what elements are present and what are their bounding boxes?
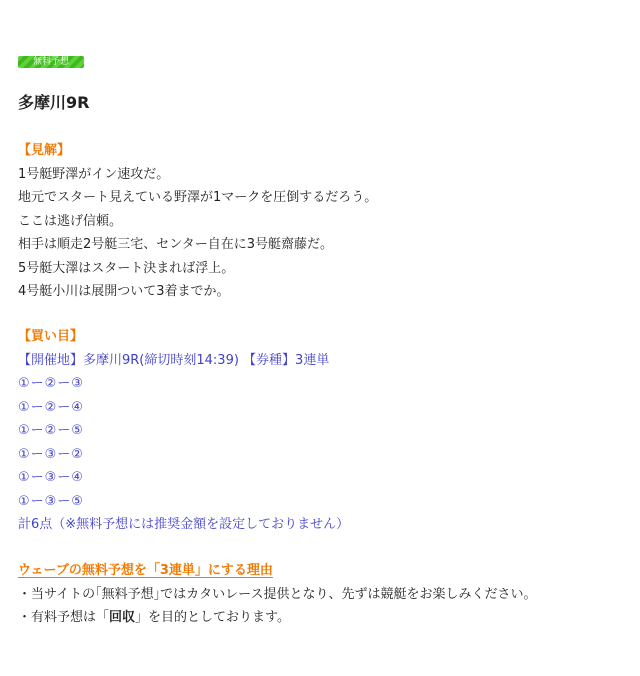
bet-combination: ①ー②ー③: [18, 376, 84, 391]
opinion-line: 1号艇野澤がイン速攻だ。: [18, 166, 170, 182]
opinion-line: 地元でスタート見えている野澤が1マークを圧倒するだろう。: [18, 190, 378, 205]
bet-combination: ①ー③ー⑤: [18, 493, 84, 509]
reason-line-2-suffix: 」を目的としております。: [135, 610, 290, 625]
opinion-heading: 【見解】: [18, 143, 71, 158]
opinion-line: 4号艇小川は展開ついて3着までか。: [18, 284, 230, 299]
buy-heading: 【買い目】: [18, 329, 84, 344]
opinion-line: 5号艇大澤はスタート決まれば浮上。: [18, 260, 235, 276]
opinion-section: [18, 139, 377, 304]
race-title: 多摩川9R: [18, 93, 90, 112]
reason-line-1: ・当サイトの｢無料予想｣ではカタいレース提供となり、先ずは競艇をお楽しみください。: [18, 586, 537, 602]
reason-section: [18, 559, 536, 630]
bet-combination: ①ー②ー⑤: [18, 423, 84, 438]
reason-line-2-emphasis: 回収: [109, 610, 136, 625]
bet-combination: ①ー③ー②: [18, 446, 84, 462]
opinion-line: 相手は順走2号艇三宅、センター自在に3号艇齋藤だ。: [18, 237, 334, 252]
bet-total: 計6点（※無料予想には推奨金額を設定しておりません）: [18, 517, 350, 532]
bet-combination: ①ー③ー④: [18, 470, 84, 485]
free-prediction-badge: 無料予想: [18, 56, 84, 68]
opinion-line: ここは逃げ信頼。: [18, 213, 123, 229]
bet-combination: ①ー②ー④: [18, 399, 84, 415]
buy-section: [18, 325, 349, 537]
race-info-line: 【開催地】多摩川9R(締切時刻14:39) 【券種】3連単: [18, 352, 330, 368]
reason-line-2-prefix: ・有料予想は「: [18, 610, 110, 625]
reason-heading: ウェーブの無料予想を「3連単」にする理由: [18, 563, 273, 578]
reason-line-2: [18, 606, 536, 630]
